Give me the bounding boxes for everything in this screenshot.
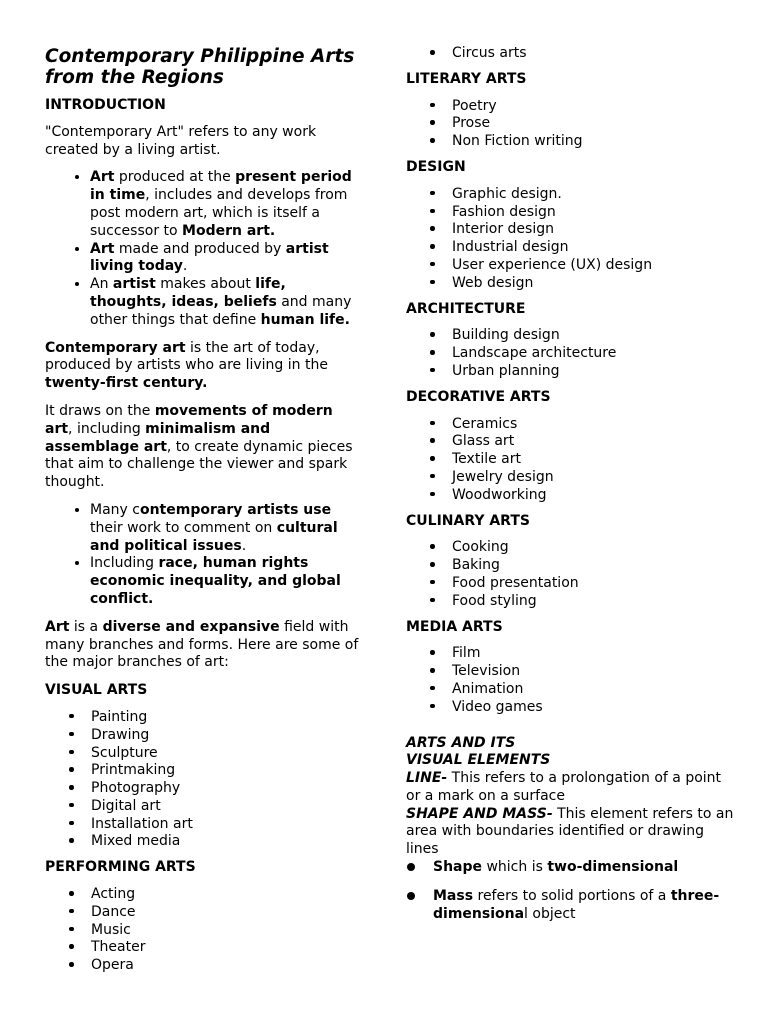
list-item: Mass refers to solid portions of a three-dimensional object [433, 888, 736, 924]
intro-para-2: It draws on the movements of modern art, including minimalism and assemblage art, to create dynamic pieces that aim to challenge the viewer and spark thought. [45, 402, 353, 491]
list-item: Theater [91, 939, 365, 957]
list-item: Jewelry design [452, 469, 736, 487]
intro-heading: INTRODUCTION [45, 97, 166, 113]
list-item: Non Fiction writing [452, 133, 736, 151]
intro-bullets [45, 169, 365, 329]
list-item: Landscape architecture [452, 345, 736, 363]
visual-elements-section [406, 735, 736, 924]
list-item: Digital art [91, 798, 365, 816]
list-item: Food styling [452, 593, 736, 611]
list-item: Glass art [452, 433, 736, 451]
branch-list [406, 327, 736, 380]
list-item: Web design [452, 275, 736, 293]
continued-list [406, 45, 736, 63]
branch-heading: DECORATIVE ARTS [406, 388, 551, 405]
page-title: Contemporary Philippine Arts from the Regions [45, 46, 355, 88]
branch-heading: DESIGN [406, 158, 466, 175]
list-item: Fashion design [452, 204, 736, 222]
branch-list [45, 709, 365, 851]
list-item: Painting [91, 709, 365, 727]
branch-list [406, 645, 736, 716]
elements-heading-2: VISUAL ELEMENTS [406, 752, 551, 769]
branch-list [406, 416, 736, 505]
branch-heading: PERFORMING ARTS [45, 859, 196, 876]
list-item: Food presentation [452, 575, 736, 593]
intro-para-1: Contemporary art is the art of today, produced by artists who are living in the twenty-first century. [45, 339, 328, 392]
intro-para-3: Art is a diverse and expansive field with many branches and forms. Here are some of the major branches of art: [45, 618, 359, 671]
list-item: Mixed media [91, 833, 365, 851]
list-item: Video games [452, 699, 736, 717]
list-item: Dance [91, 904, 365, 922]
list-item: Shape which is two-dimensional [433, 859, 736, 877]
list-item: Television [452, 663, 736, 681]
list-item: • An artist makes about life, thoughts, ideas, beliefs and many other things that define human life. [90, 276, 365, 329]
branches-left [45, 682, 365, 975]
list-item: Urban planning [452, 363, 736, 381]
list-item: • Art produced at the present period in time, includes and develops from post modern art, which is itself a successor to Modern art. [90, 169, 365, 240]
list-item: Building design [452, 327, 736, 345]
list-item: Woodworking [452, 487, 736, 505]
list-item: Baking [452, 557, 736, 575]
list-item: Sculpture [91, 745, 365, 763]
branch-list [406, 539, 736, 610]
list-item: Printmaking [91, 762, 365, 780]
elements-heading-1: ARTS AND ITS [406, 734, 516, 751]
shape-mass-bullets [406, 859, 736, 923]
list-item: Interior design [452, 221, 736, 239]
branch-heading: MEDIA ARTS [406, 618, 503, 635]
branch-heading: ARCHITECTURE [406, 300, 526, 317]
shape-mass-definition: SHAPE AND MASS- This element refers to an area with boundaries identified or drawing lines [406, 805, 734, 858]
list-item: Ceramics [452, 416, 736, 434]
list-item: Film [452, 645, 736, 663]
list-item: Acting [91, 886, 365, 904]
intro-bullets-2 [45, 502, 365, 609]
line-definition: LINE- This refers to a prolongation of a point or a mark on a surface [406, 770, 722, 804]
list-item: Textile art [452, 451, 736, 469]
list-item: Circus arts [452, 45, 736, 63]
list-item: Opera [91, 957, 365, 975]
left-column [45, 46, 365, 983]
branch-heading: VISUAL ARTS [45, 682, 148, 699]
list-item: Cooking [452, 539, 736, 557]
branch-list [45, 886, 365, 975]
list-item: • Including race, human rights economic inequality, and global conflict. [90, 555, 365, 608]
list-item: Drawing [91, 727, 365, 745]
branch-list [406, 98, 736, 151]
intro-definition: "Contemporary Art" refers to any work created by a living artist. [45, 123, 317, 158]
branch-heading: LITERARY ARTS [406, 70, 527, 87]
list-item: Music [91, 922, 365, 940]
list-item: Industrial design [452, 239, 736, 257]
list-item: Photography [91, 780, 365, 798]
list-item: Prose [452, 115, 736, 133]
list-item: Poetry [452, 98, 736, 116]
branches-right [406, 71, 736, 717]
branch-list [406, 186, 736, 293]
right-column [406, 45, 736, 934]
list-item: User experience (UX) design [452, 257, 736, 275]
list-item: • Many contemporary artists use their work to comment on cultural and political issues. [90, 502, 365, 555]
branch-heading: CULINARY ARTS [406, 512, 530, 529]
list-item: • Art made and produced by artist living today. [90, 241, 365, 277]
list-item: Installation art [91, 816, 365, 834]
list-item: Graphic design. [452, 186, 736, 204]
list-item: Animation [452, 681, 736, 699]
